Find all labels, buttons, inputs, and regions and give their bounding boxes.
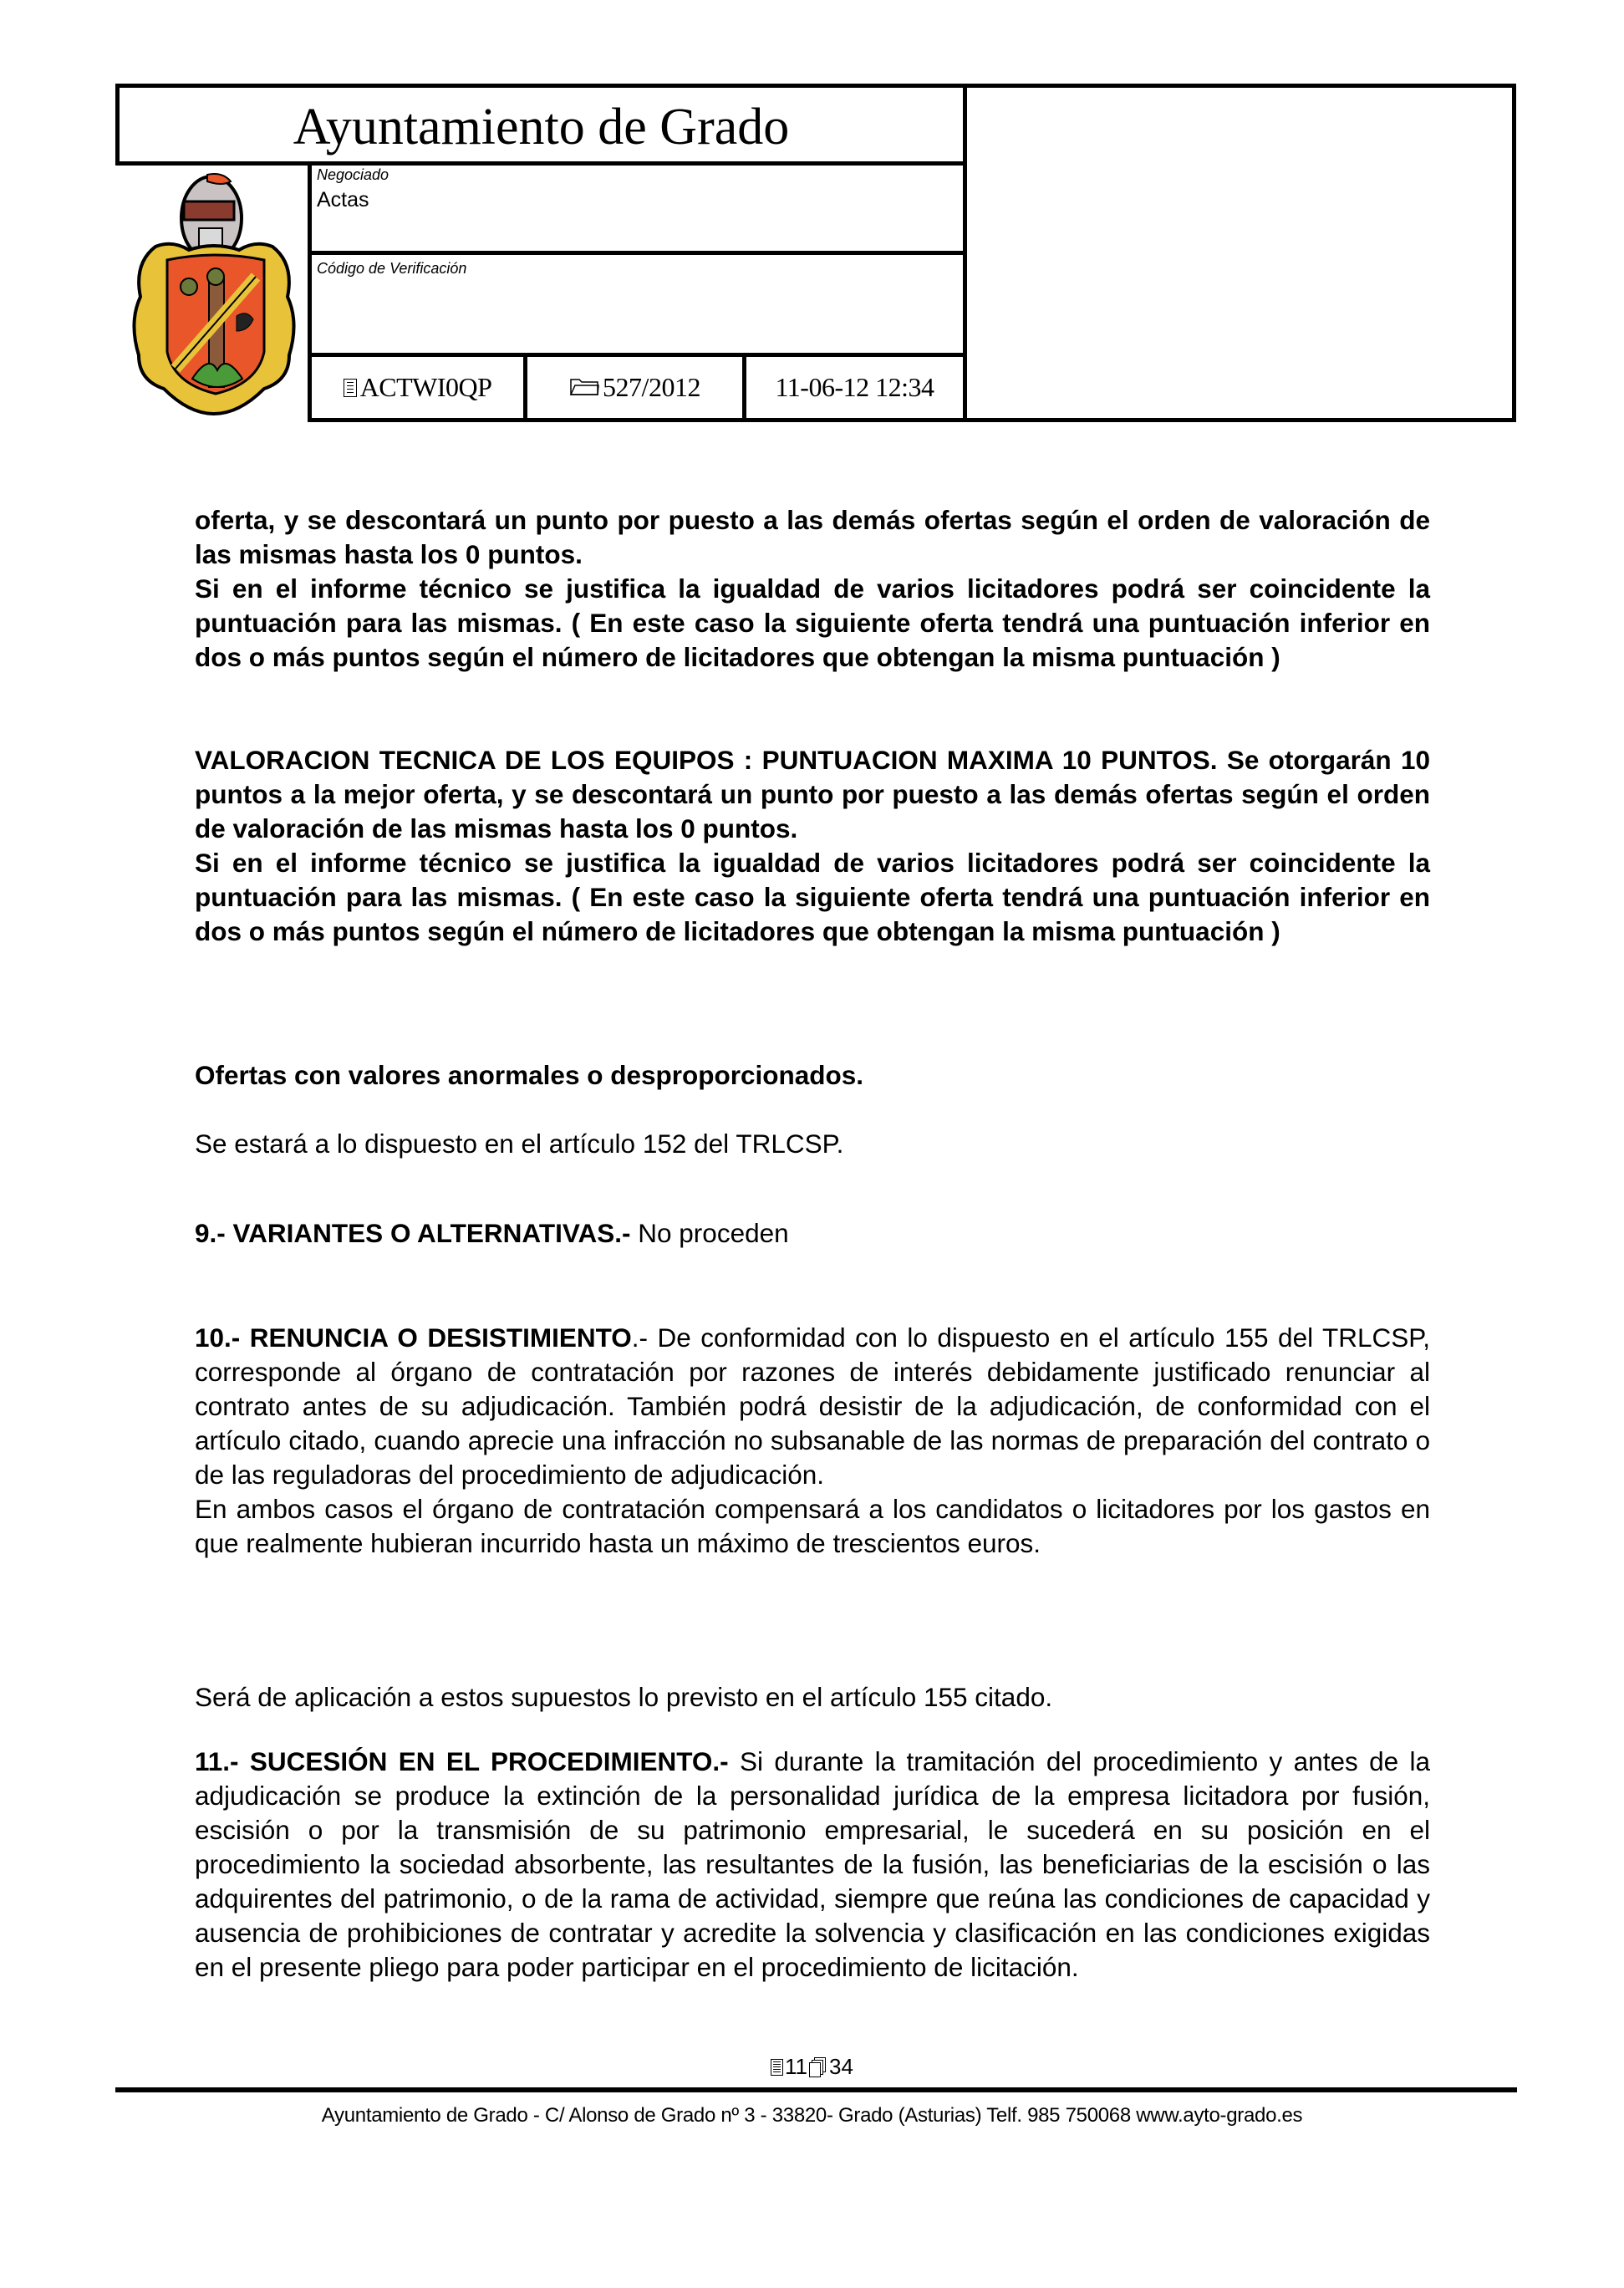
document-code-cell [312, 357, 527, 418]
section-11-heading: 11.- SUCESIÓN EN EL PROCEDIMIENTO.- [195, 1746, 729, 1776]
codigo-verificacion-row [312, 255, 963, 357]
footer-address: Ayuntamiento de Grado - C/ Alonso de Grado nº 3 - 33820- Grado (Asturias) Telf. 985 750068 www.ayto-grado.es [321, 2104, 1303, 2127]
institution-title: Ayuntamiento de Grado [293, 99, 790, 155]
document-code: ACTWI0QP [359, 372, 492, 402]
section-11 [195, 1745, 1430, 1985]
paragraph-technical-valuation [195, 743, 1430, 949]
folder-icon [569, 372, 599, 403]
header-stamp-box [963, 84, 1516, 422]
datetime-cell [746, 357, 963, 418]
paragraph-text: oferta, y se descontará un punto por puesto a las demás ofertas según el orden de valoración de las mismas hasta los 0 puntos. [195, 505, 1430, 569]
section-10-text: .- De conformidad con lo dispuesto en el artículo 155 del TRLCSP, corresponde al órgano de contratación por razones de interés debidamente justificado renunciar al contrato antes de su adjudicación. También podrá desistir de la adjudicación, de conformidad con el artículo citado, cuando aprecie una infracción no subsanable de las normas de preparación del contrato o de las reguladoras del procedimiento de adjudicación. [195, 1322, 1430, 1490]
section-9 [195, 1216, 1430, 1251]
paragraph-text: Si en el informe técnico se justifica la igualdad de varios licitadores podrá ser coincidente la puntuación para las mismas. ( En este caso la siguiente oferta tendrá una puntuación inferior en dos o más puntos según el número de licitadores que obtengan la misma puntuación ) [195, 848, 1430, 946]
expediente-number: 527/2012 [603, 372, 700, 402]
document-datetime: 11-06-12 12:34 [775, 372, 934, 402]
negociado-row [312, 161, 963, 255]
negociado-label: Negociado [317, 166, 389, 183]
pages-icon [809, 2057, 827, 2077]
paragraph-economic-continuation [195, 503, 1430, 675]
paragraph-text: VALORACION TECNICA DE LOS EQUIPOS : PUNTUACION MAXIMA 10 PUNTOS. Se otorgarán 10 puntos a la mejor oferta, y se descontará un punto por puesto a las demás ofertas según el orden de valoración de las mismas hasta los 0 puntos. [195, 745, 1430, 843]
coat-of-arms-icon [132, 170, 299, 417]
page-icon [771, 2059, 783, 2076]
negociado-value: Actas [317, 188, 369, 211]
expediente-cell [527, 357, 746, 418]
section-10 [195, 1321, 1430, 1561]
current-page: 11 [785, 2054, 808, 2079]
page-indicator [0, 2054, 1624, 2080]
header-title-box [115, 84, 967, 166]
section-10-text-2: En ambos casos el órgano de contratación compensará a los candidatos o licitadores por los gastos en que realmente hubieran incurrido hasta un máximo de trescientos euros. [195, 1494, 1430, 1558]
footer-divider [115, 2087, 1517, 2092]
section-9-heading: 9.- VARIANTES O ALTERNATIVAS.- [195, 1218, 631, 1248]
section-10-text-3: Será de aplicación a estos supuestos lo previsto en el artículo 155 citado. [195, 1682, 1053, 1712]
section-10-heading: 10.- RENUNCIA O DESISTIMIENTO [195, 1322, 632, 1353]
section-11-text: Si durante la tramitación del procedimiento y antes de la adjudicación se produce la extinción de la personalidad jurídica de la empresa licitadora por fusión, escisión o por la transmisión de su patrimonio empresarial, le sucederá en su posición en el procedimiento la sociedad absorbente, las resultantes de la fusión, las beneficiarias de la escisión o las adquirentes del patrimonio, o de la rama de actividad, siempre que reúna las condiciones de capacidad y ausencia de prohibiciones de contratar y acredite la solvencia y clasificación en las condiciones exigidas en el presente pliego para poder participar en el procedimiento de licitación. [195, 1746, 1431, 1982]
total-pages: 34 [829, 2054, 853, 2079]
codigo-verificacion-label: Código de Verificación [317, 260, 467, 277]
paragraph-text: Si en el informe técnico se justifica la igualdad de varios licitadores podrá ser coincidente la puntuación para las mismas. ( En este caso la siguiente oferta tendrá una puntuación inferior en dos o más puntos según el número de licitadores que obtengan la misma puntuación ) [195, 573, 1430, 672]
ofertas-anormales-heading: Ofertas con valores anormales o desproporcionados. [195, 1060, 863, 1090]
section-9-text: No proceden [630, 1218, 789, 1248]
ofertas-anormales-text: Se estará a lo dispuesto en el artículo 152 del TRLCSP. [195, 1129, 844, 1159]
document-icon [344, 379, 357, 397]
